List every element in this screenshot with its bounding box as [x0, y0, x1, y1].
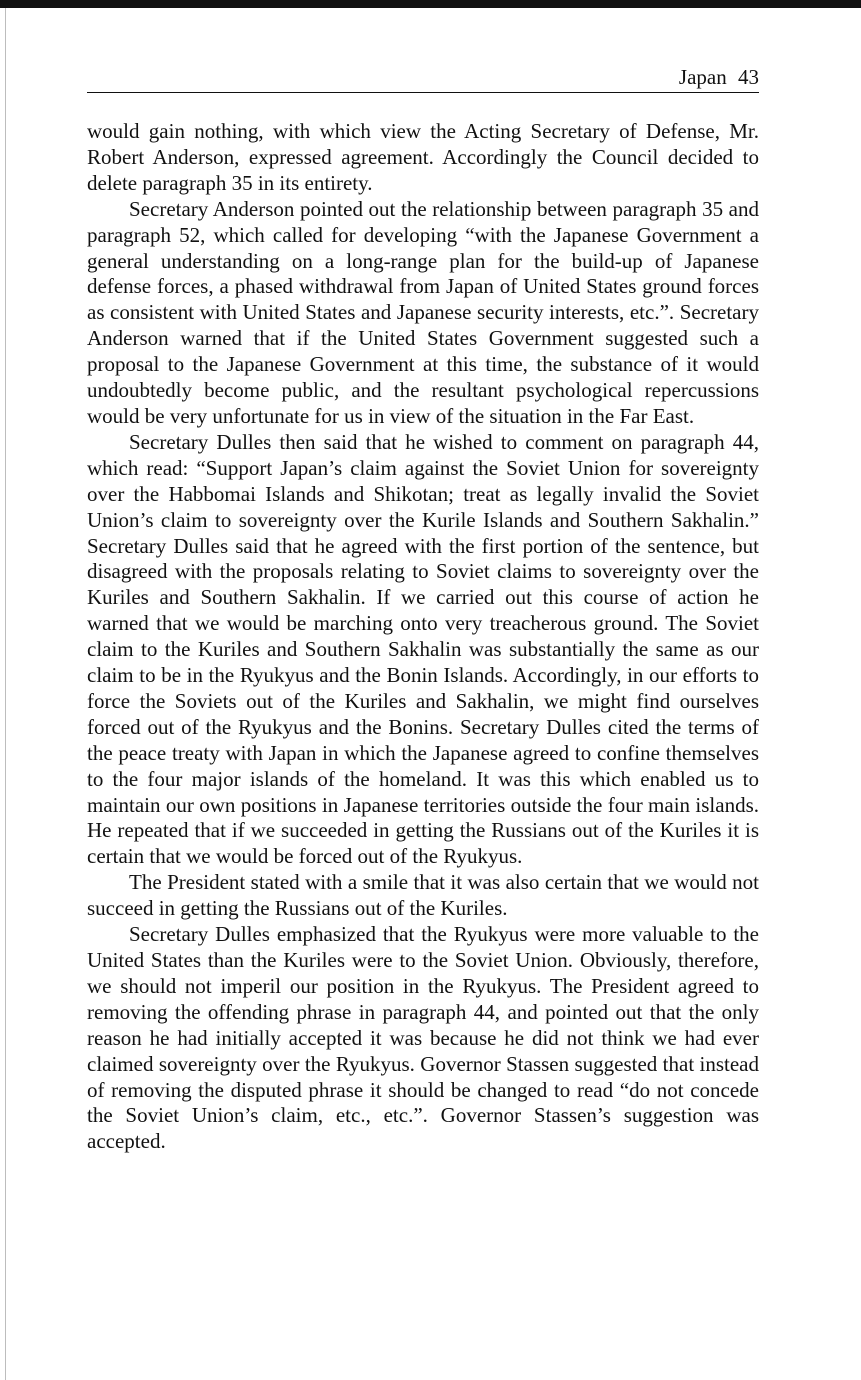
- scan-top-edge: [0, 0, 861, 8]
- paragraph-2: Secretary Anderson pointed out the relationship between paragraph 35 and paragraph 52, which called for developing “with the Japanese Government a general understanding on a long-range plan for the build-up of Japanese defense forces, a phased withdrawal from Japan of United States ground forces as consistent with United States and Japanese security interests, etc.”. Secretary Anderson warned that if the United States Government suggested such a proposal to the Japanese Government at this time, the substance of it would undoubtedly become public, and the resultant psychological repercussions would be very unfortunate for us in view of the situation in the Far East.: [87, 196, 759, 428]
- paragraph-3: Secretary Dulles then said that he wished to comment on paragraph 44, which read: “Support Japan’s claim against the Soviet Union for sovereignty over the Habbomai Islands and Shikotan; treat as legally invalid the Soviet Union’s claim to sovereignty over the Kurile Islands and Southern Sakhalin.” Secretary Dulles said that he agreed with the first portion of the sentence, but disagreed with the proposals relating to Soviet claims to sovereignty over the Kuriles and Southern Sakhalin. If we carried out this course of action he warned that we would be marching onto very treacherous ground. The Soviet claim to the Kuriles and Southern Sakhalin was substantially the same as our claim to be in the Ryukyus and the Bonin Islands. Accordingly, in our efforts to force the Soviets out of the Kuriles and Sakhalin, we might find ourselves forced out of the Ryukyus and the Bonins. Secretary Dulles cited the terms of the peace treaty with Japan in which the Japanese agreed to confine themselves to the four major islands of the homeland. It was this which enabled us to maintain our own positions in Japanese territories outside the four main islands. He repeated that if we succeeded in getting the Russians out of the Kuriles it is certain that we would be forced out of the Ryukyus.: [87, 429, 759, 869]
- paragraph-5: Secretary Dulles emphasized that the Ryukyus were more valuable to the United States than the Kuriles were to the Soviet Union. Obviously, therefore, we should not imperil our position in the Ryukyus. The President agreed to removing the offending phrase in paragraph 44, and pointed out that the only reason he had initially accepted it was because he did not think we had ever claimed sovereignty over the Ryukyus. Governor Stassen suggested that instead of removing the disputed phrase it should be changed to read “do not concede the Soviet Union’s claim, etc., etc.”. Governor Stassen’s suggestion was accepted.: [87, 922, 759, 1154]
- scan-left-edge: [5, 8, 6, 1380]
- paragraph-1: would gain nothing, with which view the Acting Secretary of Defense, Mr. Robert Anderson, expressed agreement. Accordingly the Council decided to delete paragraph 35 in its entirety.: [87, 119, 759, 195]
- running-head: [87, 64, 759, 93]
- section-title: Japan: [678, 65, 727, 89]
- page-number: 43: [738, 65, 759, 89]
- document-page: [87, 64, 759, 1155]
- paragraph-4: The President stated with a smile that it was also certain that we would not succeed in getting the Russians out of the Kuriles.: [87, 870, 759, 921]
- body-text: [87, 119, 759, 1155]
